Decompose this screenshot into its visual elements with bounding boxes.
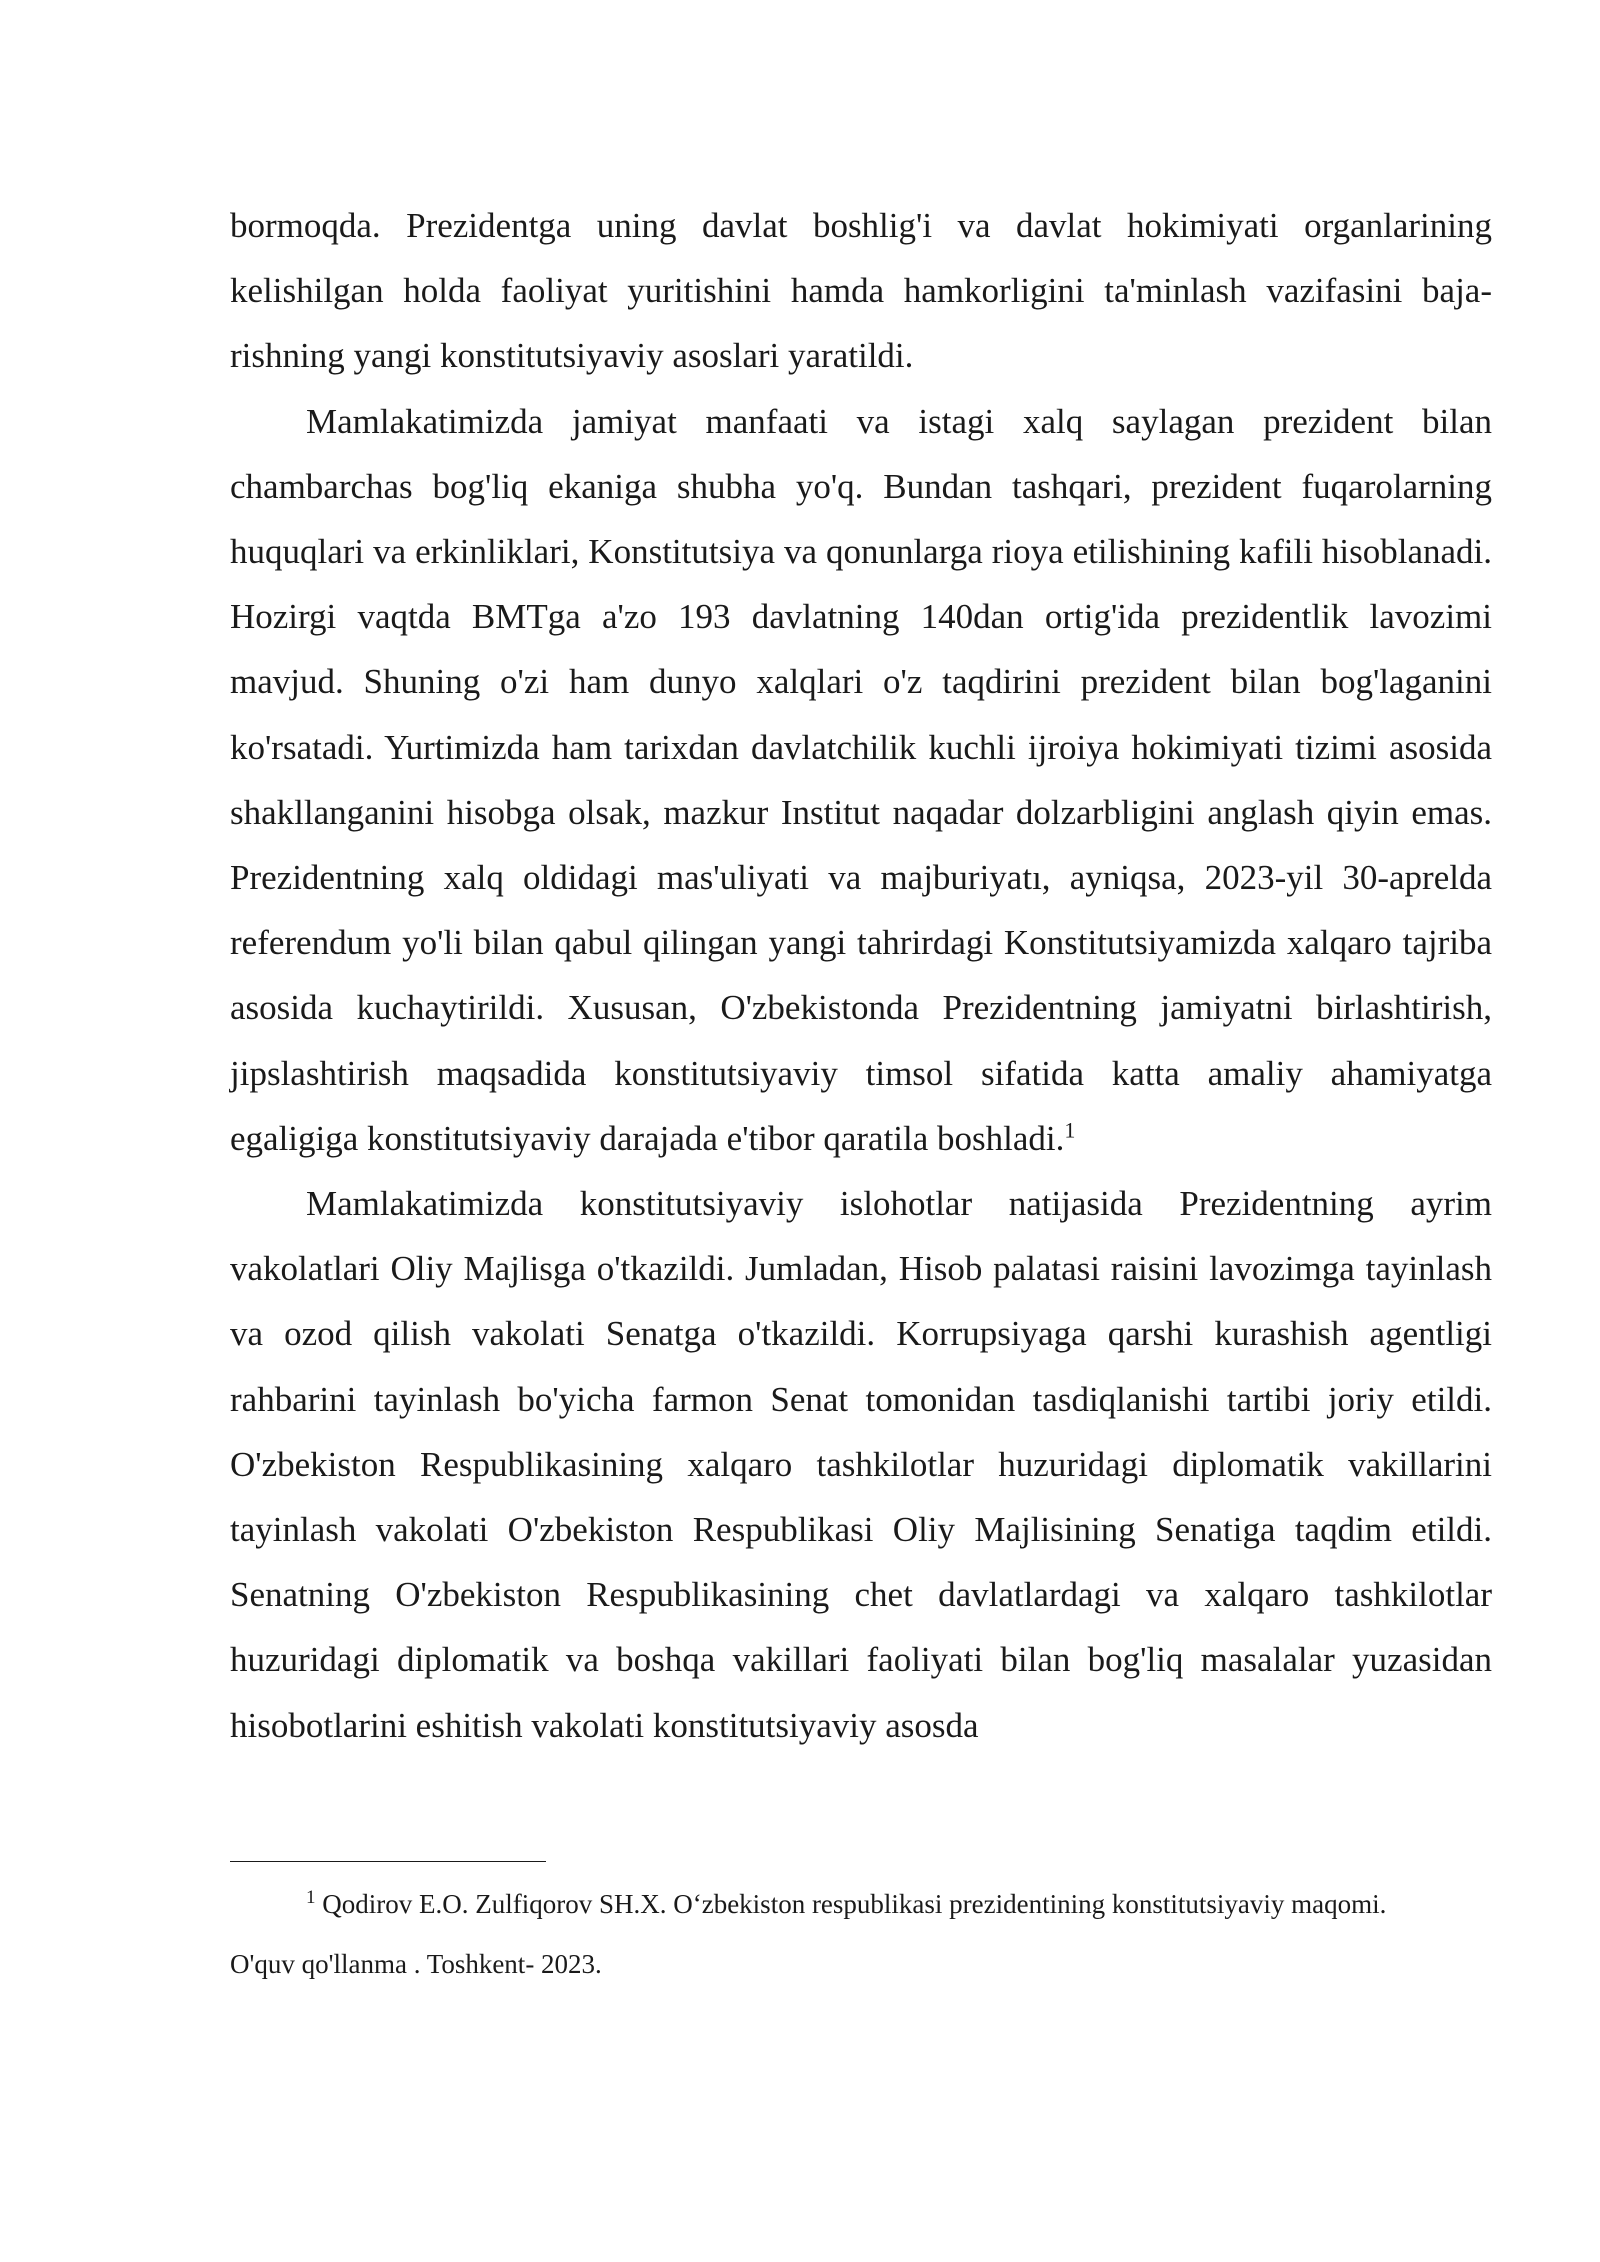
paragraph-3 xyxy=(230,1171,1492,1758)
footnote-text-2: O'quv qo'llanma . Toshkent- 2023. xyxy=(230,1949,602,1979)
footnote-line-1 xyxy=(230,1874,1492,1934)
paragraph-2 xyxy=(230,389,1492,1171)
paragraph-2-text: Mamlakatimizda jamiyat manfaati va istagi xalq saylagan prezident bilan chambarchas bog'liq ekaniga shubha yo'q. Bundan tashqari, prezident fuqarolarning huquqlari va erkinliklari, Konstitutsiya va qonunlarga rioya etilishining kafili hisoblanadi. Hozirgi vaqtda BMTga a'zo 193 davlatning 140dan ortig'ida prezidentlik lavozimi mavjud. Shuning o'zi ham dunyo xalqlari o'z taqdirini prezident bilan bog'laganini ko'rsatadi. Yurtimizda ham tarixdan davlatchilik kuchli ijroiya hokimiyati tizimi asosida shakllanganini hisobga olsak, mazkur Institut naqadar dolzarbligini anglash qiyin emas. Prezidentning xalq oldidagi mas'uliyati va majburiyatı, ayniqsa, 2023-yil 30-aprelda referendum yo'li bilan qabul qilingan yangi tahrirdagi Konstitutsiyamizda xalqaro tajriba asosida kuchaytirildi. Xususan, O'zbekistonda Prezidentning jamiyatni birlashtirish, jipslashtirish maqsadida konstitutsiyaviy timsol sifatida katta amaliy ahamiyatga egaligiga konstitutsiyaviy darajada e'tibor qaratila boshladi. xyxy=(230,401,1492,1158)
paragraph-1 xyxy=(230,193,1492,389)
footnote xyxy=(230,1874,1492,1994)
footnote-mark: 1 xyxy=(306,1887,316,1908)
paragraph-1-text: bormoqda. Prezidentga uning davlat boshlig'i va davlat hokimiyati organlarining kelishilgan holda faoliyat yuritishini hamda hamkorligini ta'minlash vazifasini bajarishning yangi konstitutsiyaviy asoslari yaratildi. xyxy=(230,206,1492,376)
footnote-separator xyxy=(230,1861,546,1862)
footnote-reference[interactable]: 1 xyxy=(1064,1117,1076,1143)
footnote-text-1: Qodirov E.O. Zulfiqorov SH.X. O‘zbekiston respublikasi prezidentining konstitutsiyaviy maqomi. xyxy=(322,1889,1387,1919)
paragraph-3-text: Mamlakatimizda konstitutsiyaviy islohotlar natijasida Prezidentning ayrim vakolatlari Oliy Majlisga o'tkazildi. Jumladan, Hisob palatasi raisini lavozimga tayinlash va ozod qilish vakolati Senatga o'tkazildi. Korrupsiyaga qarshi kurashish agentligi rahbarini tayinlash bo'yicha farmon Senat tomonidan tasdiqlanishi tartibi joriy etildi. O'zbekiston Respublikasining xalqaro tashkilotlar huzuridagi diplomatik vakillarini tayinlash vakolati O'zbekiston Respublikasi Oliy Majlisining Senatiga taqdim etildi. Senatning O'zbekiston Respublikasining chet davlatlardagi va xalqaro tashkilotlar huzuridagi diplomatik va boshqa vakillari faoliyati bilan bog'liq masalalar yuzasidan hisobotlarini eshitish vakolati konstitutsiyaviy asosda xyxy=(230,1184,1492,1745)
document-body xyxy=(230,193,1492,1758)
